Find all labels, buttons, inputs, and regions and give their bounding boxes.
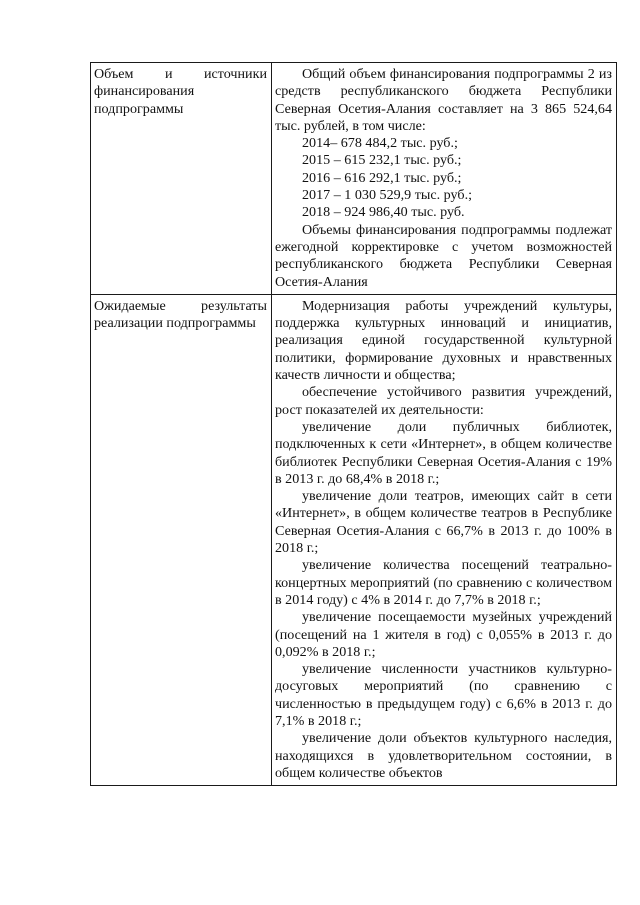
- result-paragraph: увеличение количества посещений театрально-концертных мероприятий (по сравнению с количеством в 2014 году) с 4% в 2014 г. до 7,7% в 2018 г.;: [275, 557, 612, 608]
- financing-year-2015: 2015 – 615 232,1 тыс. руб.;: [302, 152, 462, 169]
- result-paragraph: увеличение доли объектов культурного наследия, находящихся в удовлетворительном состоянии, в общем количестве объектов: [275, 730, 612, 781]
- financing-year-2016: 2016 – 616 292,1 тыс. руб.;: [302, 169, 462, 186]
- financing-label-cell: [91, 63, 272, 295]
- results-label: Ожидаемые результаты реализации подпрограммы: [94, 297, 267, 332]
- financing-content-cell: [272, 63, 617, 295]
- financing-intro: Общий объем финансирования подпрограммы 2 из средств республиканского бюджета Республики Северная Осетия-Алания составляет на 3 865 524,64 тыс. рублей, в том числе:: [275, 66, 612, 134]
- financing-year-2018: 2018 – 924 986,40 тыс. руб.: [302, 204, 465, 221]
- financing-label: Объем и источники финансирования подпрограммы: [94, 66, 267, 117]
- financing-note: Объемы финансирования подпрограммы подлежат ежегодной корректировке с учетом возможностей республиканского бюджета Республики Северная Осетия-Алания: [275, 221, 612, 290]
- results-row: [91, 294, 617, 785]
- result-paragraph: увеличение численности участников культурно-досуговых мероприятий (по сравнению с численностью в предыдущем году) с 6,6% в 2013 г. до 7,1% в 2018 г.;: [275, 661, 612, 729]
- program-passport-table: [90, 62, 617, 786]
- financing-row: [91, 63, 617, 295]
- financing-year-2014: 2014– 678 484,2 тыс. руб.;: [302, 135, 458, 152]
- result-paragraph: Модернизация работы учреждений культуры, поддержка культурных инноваций и инициатив, реализация единой государственной культурной политики, формирование духовных и нравственных качеств личности и общества;: [275, 297, 612, 384]
- results-content-cell: [272, 294, 617, 785]
- financing-year-2017: 2017 – 1 030 529,9 тыс. руб.;: [302, 187, 473, 204]
- result-paragraph: увеличение посещаемости музейных учреждений (посещений на 1 жителя в год) с 0,055% в 2013 г. до 0,092% в 2018 г.;: [275, 609, 612, 660]
- results-label-cell: [91, 294, 272, 785]
- result-paragraph: обеспечение устойчивого развития учреждений, рост показателей их деятельности:: [275, 384, 612, 418]
- result-paragraph: увеличение доли публичных библиотек, подключенных к сети «Интернет», в общем количестве библиотек Республики Северная Осетия-Алания с 19% в 2013 г. до 68,4% в 2018 г.;: [275, 418, 612, 487]
- result-paragraph: увеличение доли театров, имеющих сайт в сети «Интернет», в общем количестве театров в Республике Северная Осетия-Алания с 66,7% в 2013 г. до 100% в 2018 г.;: [275, 488, 612, 557]
